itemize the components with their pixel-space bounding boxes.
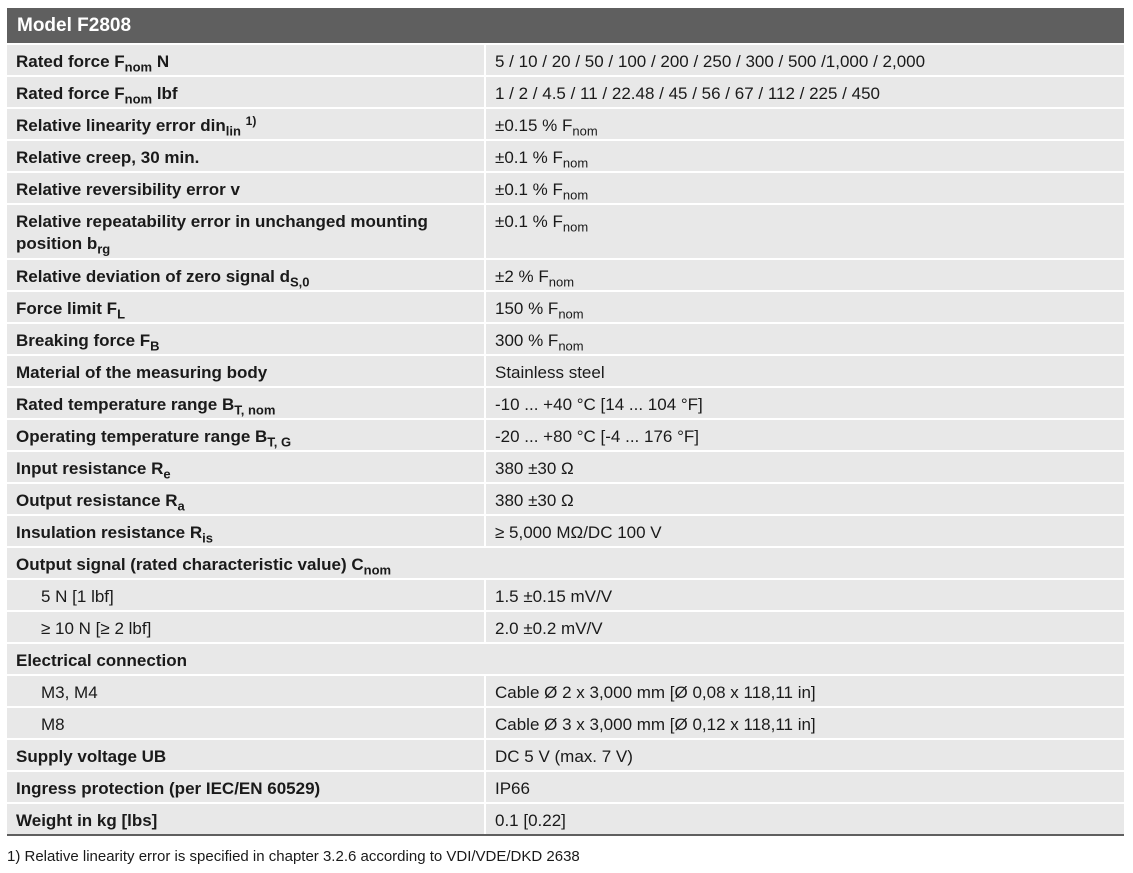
table-row [7,610,1124,642]
table-row [7,75,1124,107]
row-label: Operating temperature range $B_{T, G}$ [16,427,292,450]
row-value: ±2 % $F_{nom}$ [484,260,1124,290]
row-label: Weight in kg [lbs] [16,811,158,830]
section-label: Electrical connection [16,651,187,670]
table-section-row [7,546,1124,578]
row-label: Relative deviation of zero signal $d_{S,0}$ [16,267,310,290]
row-value: IP66 [484,772,1124,802]
row-value: Cable Ø 3 x 3,000 mm [Ø 0,12 x 118,11 in] [484,708,1124,738]
table-row [7,171,1124,203]
row-value: ≥ 5,000 MΩ/DC 100 V [484,516,1124,546]
table-row [7,578,1124,610]
row-label: Output resistance $R_a$ [16,491,185,514]
row-value: 2.0 ±0.2 mV/V [484,612,1124,642]
table-row [7,674,1124,706]
row-value: ±0.1 % $F_{nom}$ [484,173,1124,203]
row-label: Insulation resistance $R_{is}$ [16,523,213,546]
row-value: -20 ... +80 °C [-4 ... 176 °F] [484,420,1124,450]
table-row [7,258,1124,290]
row-value: Stainless steel [484,356,1124,386]
row-value: 5 / 10 / 20 / 50 / 100 / 200 / 250 / 300 / 500 /1,000 / 2,000 [484,45,1124,75]
row-value: 380 ±30 Ω [484,452,1124,482]
table-row [7,290,1124,322]
table-bottom-rule [7,834,1124,836]
row-label: Rated force $F_{nom}$ lbf [16,84,178,107]
row-value: 0.1 [0.22] [484,804,1124,834]
table-row [7,386,1124,418]
row-value: 1 / 2 / 4.5 / 11 / 22.48 / 45 / 56 / 67 / 112 / 225 / 450 [484,77,1124,107]
spec-table [7,8,1124,836]
row-value: 1.5 ±0.15 mV/V [484,580,1124,610]
row-label: Breaking force $F_B$ [16,331,160,354]
row-value: ±0.15 % $F_{nom}$ [484,109,1124,139]
row-value: 300 % $F_{nom}$ [484,324,1124,354]
table-row [7,450,1124,482]
row-label: M3, M4 [41,683,98,702]
table-row [7,322,1124,354]
row-label: Input resistance $R_e$ [16,459,171,482]
table-row [7,418,1124,450]
row-label: Relative linearity error din$_{lin}$ $^{1)}$ [16,114,257,139]
table-row [7,203,1124,258]
table-title: Model F2808 [7,8,1124,43]
row-label: Relative repeatability error in unchanged mounting position $b_{rg}$ [16,212,428,257]
row-label: Relative creep, 30 min. [16,148,200,167]
row-label: Supply voltage UB [16,747,167,766]
table-row [7,482,1124,514]
table-row [7,514,1124,546]
table-row [7,706,1124,738]
table-row [7,139,1124,171]
footnote: 1) Relative linearity error is specified in chapter 3.2.6 according to VDI/VDE/DKD 2638 [7,848,580,865]
row-label: M8 [41,715,65,734]
table-row [7,107,1124,139]
row-value: Cable Ø 2 x 3,000 mm [Ø 0,08 x 118,11 in] [484,676,1124,706]
table-row [7,738,1124,770]
row-label: Relative reversibility error v [16,180,240,199]
row-label: Rated force $F_{nom}$ N [16,52,170,75]
row-value: 150 % $F_{nom}$ [484,292,1124,322]
table-row [7,43,1124,75]
row-value: ±0.1 % $F_{nom}$ [484,205,1124,258]
row-label: Material of the measuring body [16,363,268,382]
row-value: DC 5 V (max. 7 V) [484,740,1124,770]
row-label: Ingress protection (per IEC/EN 60529) [16,779,321,798]
row-value: 380 ±30 Ω [484,484,1124,514]
row-value: ±0.1 % $F_{nom}$ [484,141,1124,171]
table-row [7,354,1124,386]
row-label: 5 N [1 lbf] [41,587,114,606]
row-label: Rated temperature range $B_{T, nom}$ [16,395,276,418]
section-label: Output signal (rated characteristic value) $C_{nom}$ [16,555,392,578]
row-value: -10 ... +40 °C [14 ... 104 °F] [484,388,1124,418]
row-label: ≥ 10 N [≥ 2 lbf] [41,619,152,638]
table-row [7,770,1124,802]
row-label: Force limit $F_L$ [16,299,126,322]
table-section-row [7,642,1124,674]
table-row [7,802,1124,834]
